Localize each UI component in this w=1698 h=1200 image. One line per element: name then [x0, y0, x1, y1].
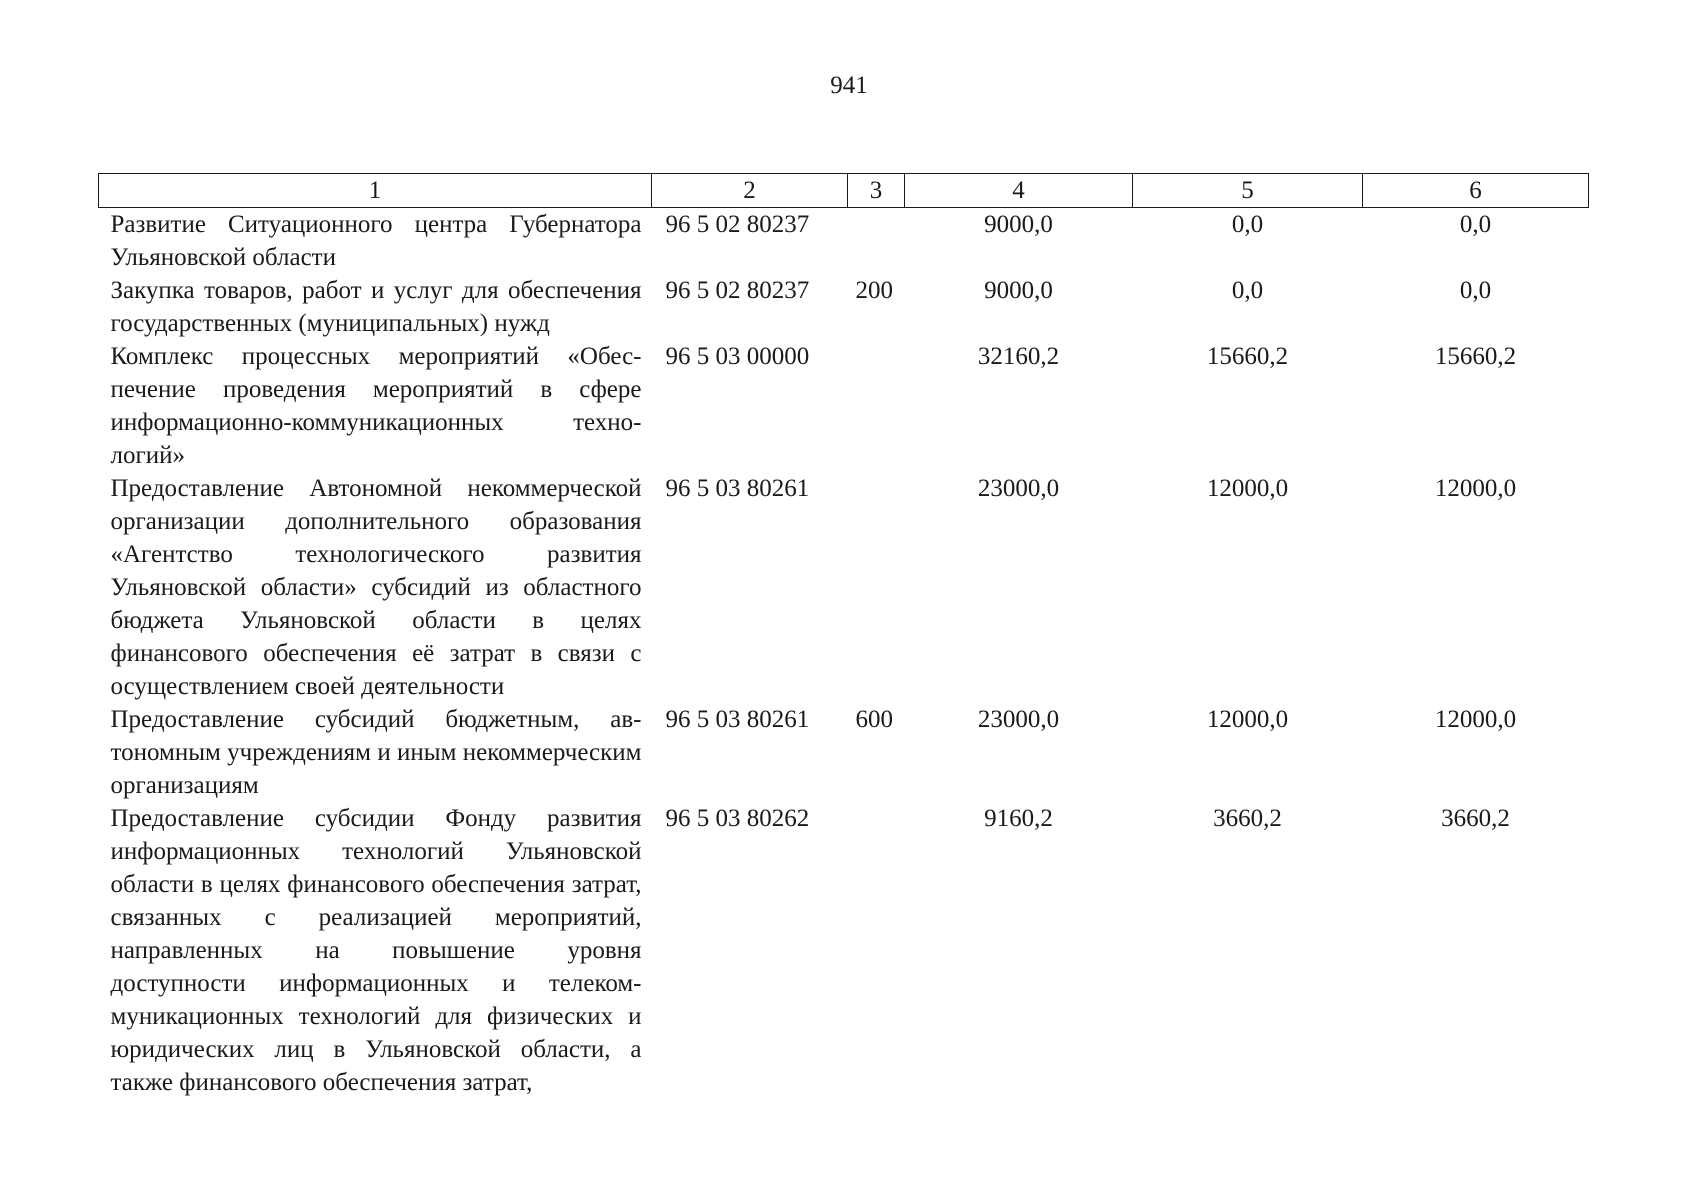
budget-table — [98, 173, 1589, 1099]
row-amount-col4: 9000,0 — [984, 277, 1053, 304]
page-number: 941 — [830, 72, 868, 99]
row-name: Развитие Ситуационного центра Губернатора Ульяновской области — [110, 211, 642, 271]
row-name: Предоставление Автономной некоммерческой организации дополнительного образования «Агентство технологического развития Ульяновской области» субсидий из областного бюджета Ульяновской области в целях финансового обеспечения её затрат в связи с осуществлением своей деятельности — [110, 475, 642, 700]
column-header-3: 3 — [848, 174, 905, 208]
row-amount-col4: 23000,0 — [977, 475, 1060, 502]
row-amount-col6: 12000,0 — [1434, 706, 1517, 733]
row-amount-col6: 12000,0 — [1434, 475, 1517, 502]
table-row — [99, 208, 1589, 275]
table-row — [99, 802, 1589, 1099]
row-expense-type — [848, 208, 905, 275]
row-expense-type — [848, 472, 905, 703]
row-code: 96 5 03 00000 — [665, 343, 810, 370]
row-amount-col4: 9160,2 — [984, 805, 1053, 832]
row-code: 96 5 03 80262 — [665, 805, 810, 832]
row-expense-type: 200 — [855, 277, 893, 304]
row-name: Закупка товаров, работ и услуг для обеспечения государственных (муниципальных) нужд — [110, 277, 642, 337]
column-header-6: 6 — [1363, 174, 1589, 208]
row-amount-col6: 15660,2 — [1434, 343, 1517, 370]
table-row — [99, 274, 1589, 340]
row-expense-type — [848, 802, 905, 1099]
row-code: 96 5 02 80237 — [665, 211, 810, 238]
row-amount-col6: 0,0 — [1459, 211, 1492, 238]
column-header-2: 2 — [652, 174, 848, 208]
row-amount-col5: 0,0 — [1231, 277, 1264, 304]
column-header-4: 4 — [905, 174, 1133, 208]
row-code: 96 5 03 80261 — [665, 475, 810, 502]
row-amount-col4: 32160,2 — [977, 343, 1060, 370]
row-amount-col6: 0,0 — [1459, 277, 1492, 304]
row-amount-col6: 3660,2 — [1441, 805, 1510, 832]
row-code: 96 5 03 80261 — [665, 706, 810, 733]
column-header-1: 1 — [99, 174, 652, 208]
row-name: Предоставление субсидий бюджетным, автономным учреждениям и иным некоммерческим организациям — [110, 706, 642, 799]
row-amount-col4: 9000,0 — [984, 211, 1053, 238]
row-expense-type: 600 — [855, 706, 893, 733]
table-row — [99, 472, 1589, 703]
table-header-row — [99, 174, 1589, 208]
row-name: Предоставление субсидии Фонду развития информационных технологий Ульяновской области в целях финансового обеспечения затрат, связанных с реализацией мероприятий, направленных на повышение уровня доступности информационных и телекоммуникационных технологий для физических и юридических лиц в Ульяновской области, а также финансового обеспечения затрат, — [110, 805, 642, 1096]
row-amount-col5: 3660,2 — [1213, 805, 1282, 832]
row-amount-col4: 23000,0 — [977, 706, 1060, 733]
row-amount-col5: 12000,0 — [1206, 475, 1289, 502]
table-row — [99, 703, 1589, 802]
row-amount-col5: 15660,2 — [1206, 343, 1289, 370]
row-amount-col5: 12000,0 — [1206, 706, 1289, 733]
row-expense-type — [848, 340, 905, 472]
row-amount-col5: 0,0 — [1231, 211, 1264, 238]
row-name: Комплекс процессных мероприятий «Обеспечение проведения мероприятий в сфере информационно-коммуникационных технологий» — [110, 343, 642, 469]
table-row — [99, 340, 1589, 472]
row-code: 96 5 02 80237 — [665, 277, 810, 304]
column-header-5: 5 — [1133, 174, 1363, 208]
